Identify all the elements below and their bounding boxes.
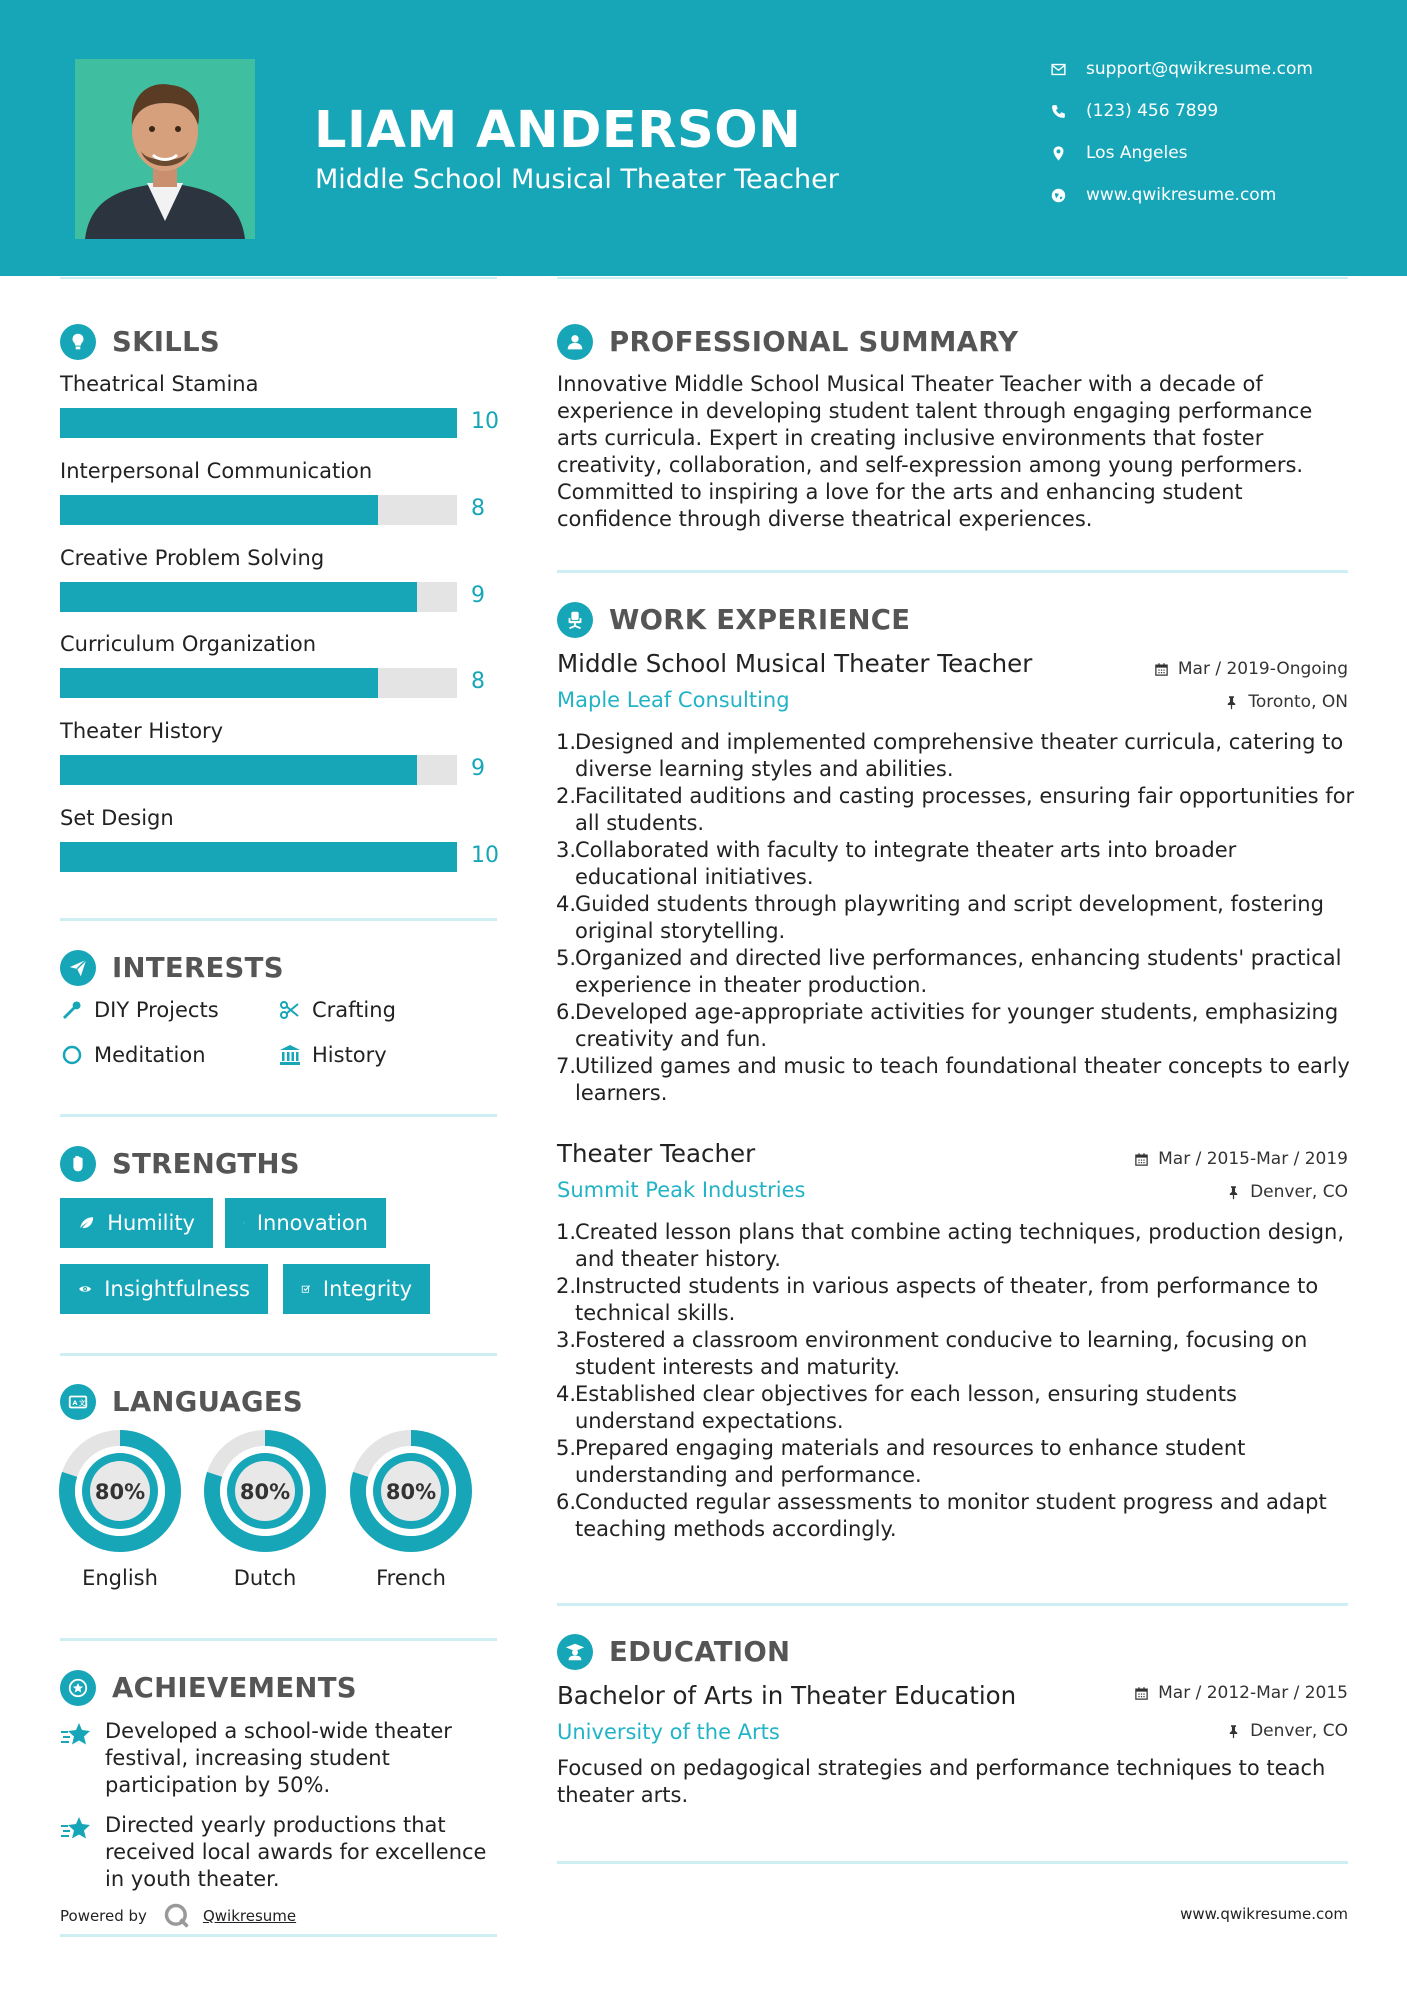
job-duties-list	[557, 729, 1357, 1107]
powered-by	[60, 1902, 296, 1930]
strength-label: Innovation	[256, 1211, 368, 1235]
languages-heading	[60, 1384, 303, 1420]
contact-website-text: www.qwikresume.com	[1086, 185, 1277, 205]
check-square-icon	[301, 1277, 311, 1301]
duty-item: Organized and directed live performances, enhancing students' practical experience in theater production.	[575, 946, 1342, 997]
contact-phone-text: (123) 456 7899	[1086, 101, 1219, 121]
experience-heading	[557, 602, 910, 638]
header-banner	[0, 0, 1407, 276]
duty-item: Created lesson plans that combine acting techniques, production design, and theater history.	[575, 1220, 1345, 1271]
languages-title: LANGUAGES	[112, 1386, 304, 1418]
interests-title: INTERESTS	[112, 952, 284, 984]
raised-fist-icon	[60, 1146, 96, 1182]
bank-icon	[278, 1043, 302, 1067]
language-percent: 80%	[94, 1480, 146, 1504]
person-portrait-icon	[75, 59, 255, 239]
duty-item: Developed age-appropriate activities for younger students, emphasizing creativity and fun.	[575, 1000, 1339, 1051]
qwikresume-link[interactable]: Qwikresume	[202, 1907, 297, 1925]
language-ring-chart	[350, 1430, 472, 1552]
job-location	[1224, 692, 1348, 712]
summary-title: PROFESSIONAL SUMMARY	[609, 326, 1019, 358]
summary-text: Innovative Middle School Musical Theater Teacher with a decade of experience in developing student talent through engaging performance arts curricula. Expert in creating inclusive environments that foster creativity, collaboration, and self-expression among young performers. Committed to inspiring a love for the arts and enhancing student confidence through diverse theatrical experiences.	[557, 372, 1313, 531]
skill-value: 8	[471, 496, 485, 521]
leaf-icon	[78, 1211, 95, 1235]
language-name: French	[376, 1566, 446, 1590]
office-chair-icon	[557, 602, 593, 638]
map-pin-icon	[1050, 145, 1067, 162]
contact-website[interactable]	[1050, 185, 1276, 205]
skill-bar-fill	[60, 668, 378, 698]
calendar-icon	[1134, 1152, 1149, 1167]
contact-location-text: Los Angeles	[1086, 143, 1188, 163]
job-dates	[1134, 1149, 1348, 1169]
skill-name: Theatrical Stamina	[60, 372, 259, 396]
pushpin-icon	[1224, 695, 1239, 710]
achievement-text: Directed yearly productions that received local awards for excellence in youth theater.	[105, 1813, 487, 1891]
strengths-title: STRENGTHS	[112, 1148, 300, 1180]
language-item	[204, 1430, 326, 1590]
contact-phone[interactable]	[1050, 101, 1218, 121]
header-underline-right	[557, 277, 1348, 279]
education-description: Focused on pedagogical strategies and performance techniques to teach theater arts.	[557, 1756, 1326, 1807]
candidate-name: LIAM ANDERSON	[314, 101, 802, 160]
education-location-text: Denver, CO	[1250, 1721, 1348, 1741]
skill-value: 9	[471, 583, 485, 608]
job-title: Theater Teacher	[557, 1139, 756, 1168]
achievements-title: ACHIEVEMENTS	[112, 1672, 357, 1704]
skill-value: 10	[471, 409, 499, 434]
contact-location	[1050, 143, 1188, 163]
job-title: Middle School Musical Theater Teacher	[557, 649, 1033, 678]
skill-bar-fill	[60, 408, 457, 438]
strength-chip	[60, 1198, 213, 1248]
skill-bar-fill	[60, 582, 417, 612]
achievement-item	[60, 1718, 500, 1799]
duty-item: Fostered a classroom environment conducive to learning, focusing on student interests and maturity.	[575, 1328, 1308, 1379]
section-divider	[557, 570, 1348, 573]
section-divider	[60, 1934, 497, 1937]
language-name: Dutch	[233, 1566, 297, 1590]
skill-name: Creative Problem Solving	[60, 546, 325, 570]
education-heading	[557, 1634, 790, 1670]
skill-bar	[60, 408, 457, 438]
skill-bar-fill	[60, 755, 417, 785]
interests-heading	[60, 950, 284, 986]
achievements-heading	[60, 1670, 357, 1706]
job-dates	[1154, 659, 1348, 679]
duty-item: Collaborated with faculty to integrate theater arts into broader educational initiatives.	[575, 838, 1237, 889]
duty-item: Facilitated auditions and casting processes, ensuring fair opportunities for all students.	[575, 784, 1355, 835]
calendar-icon	[1134, 1686, 1149, 1701]
skill-name: Set Design	[60, 806, 174, 830]
language-ring-chart	[204, 1430, 326, 1552]
section-divider	[557, 1603, 1348, 1606]
language-card-icon	[60, 1384, 96, 1420]
paper-plane-icon	[60, 950, 96, 986]
interest-label: History	[312, 1043, 387, 1067]
footer-website[interactable]: www.qwikresume.com	[1180, 1905, 1348, 1923]
qwikresume-logo-icon	[163, 1902, 191, 1930]
job-duties-list	[557, 1219, 1357, 1543]
education-title: EDUCATION	[609, 1636, 791, 1668]
contact-email-text: support@qwikresume.com	[1086, 59, 1313, 79]
strength-chip	[283, 1264, 430, 1314]
interest-item	[278, 1043, 387, 1067]
achievement-item	[60, 1812, 500, 1893]
svg-text:文: 文	[78, 1399, 86, 1408]
skill-name: Interpersonal Communication	[60, 459, 373, 483]
skill-value: 9	[471, 756, 485, 781]
circle-icon	[60, 1043, 84, 1067]
duty-item: Prepared engaging materials and resources to enhance student understanding and performance.	[575, 1436, 1246, 1487]
scissors-icon	[278, 998, 302, 1022]
strengths-heading	[60, 1146, 300, 1182]
interest-label: Meditation	[94, 1043, 206, 1067]
section-divider	[60, 918, 497, 921]
skill-bar	[60, 582, 457, 612]
duty-item: Instructed students in various aspects of theater, from performance to technical skills.	[575, 1274, 1319, 1325]
achievement-text: Developed a school-wide theater festival, increasing student participation by 50%.	[105, 1719, 452, 1797]
company-name: Maple Leaf Consulting	[557, 688, 790, 712]
language-percent: 80%	[239, 1480, 291, 1504]
header-underline-left	[60, 277, 497, 279]
duty-item: Designed and implemented comprehensive theater curricula, catering to diverse learning styles and abilities.	[575, 730, 1344, 781]
duty-item: Established clear objectives for each lesson, ensuring students understand expectations.	[575, 1382, 1237, 1433]
interest-item	[60, 1043, 206, 1067]
lightbulb-icon	[243, 1211, 245, 1235]
interest-item	[278, 998, 396, 1022]
job-location-text: Toronto, ON	[1248, 692, 1348, 712]
user-icon	[557, 324, 593, 360]
language-item	[59, 1430, 181, 1590]
strength-label: Integrity	[322, 1277, 412, 1301]
language-item	[350, 1430, 472, 1590]
skill-name: Theater History	[60, 719, 224, 743]
job-dates-text: Mar / 2015-Mar / 2019	[1158, 1149, 1348, 1169]
skill-value: 8	[471, 669, 485, 694]
skills-heading	[60, 324, 220, 360]
duty-item: Conducted regular assessments to monitor student progress and adapt teaching methods accordingly.	[575, 1490, 1327, 1541]
lightbulb-icon	[60, 324, 96, 360]
job-location-text: Denver, CO	[1250, 1182, 1348, 1202]
candidate-role: Middle School Musical Theater Teacher	[315, 164, 839, 195]
duty-item: Utilized games and music to teach foundational theater concepts to early learners.	[575, 1054, 1350, 1105]
skill-bar-fill	[60, 842, 457, 872]
section-divider	[60, 1114, 497, 1117]
shooting-star-icon	[60, 1720, 92, 1750]
language-ring-chart	[59, 1430, 181, 1552]
skill-bar	[60, 668, 457, 698]
education-dates	[1134, 1683, 1348, 1703]
interest-label: DIY Projects	[94, 998, 219, 1022]
skill-bar-fill	[60, 495, 378, 525]
language-name: English	[82, 1566, 158, 1590]
interest-label: Crafting	[312, 998, 396, 1022]
skills-title: SKILLS	[112, 326, 220, 358]
profile-photo	[75, 59, 255, 239]
school-name: University of the Arts	[557, 1720, 780, 1744]
skill-bar	[60, 842, 457, 872]
globe-icon	[1050, 187, 1067, 204]
section-divider	[557, 1861, 1348, 1864]
phone-icon	[1050, 103, 1067, 120]
pushpin-icon	[1226, 1185, 1241, 1200]
svg-text:A: A	[72, 1399, 78, 1408]
envelope-icon	[1050, 61, 1067, 78]
skill-bar	[60, 755, 457, 785]
powered-by-label: Powered by	[60, 1907, 147, 1925]
pushpin-icon	[1226, 1724, 1241, 1739]
strength-label: Insightfulness	[104, 1277, 250, 1301]
shooting-star-icon	[60, 1814, 92, 1844]
job-dates-text: Mar / 2019-Ongoing	[1177, 659, 1348, 679]
summary-heading	[557, 324, 1018, 360]
wrench-icon	[60, 998, 84, 1022]
skill-value: 10	[471, 843, 499, 868]
graduate-icon	[557, 1634, 593, 1670]
calendar-icon	[1154, 662, 1169, 677]
strength-chip	[60, 1264, 268, 1314]
duty-item: Guided students through playwriting and script development, fostering original storytelling.	[575, 892, 1324, 943]
experience-title: WORK EXPERIENCE	[609, 604, 911, 636]
skill-bar	[60, 495, 457, 525]
star-badge-icon	[60, 1670, 96, 1706]
interest-item	[60, 998, 219, 1022]
skill-name: Curriculum Organization	[60, 632, 317, 656]
strength-label: Humility	[107, 1211, 195, 1235]
degree-title: Bachelor of Arts in Theater Education	[557, 1681, 1017, 1710]
language-percent: 80%	[385, 1480, 437, 1504]
company-name: Summit Peak Industries	[557, 1178, 806, 1202]
job-location	[1226, 1182, 1348, 1202]
education-location	[1226, 1721, 1348, 1741]
education-dates-text: Mar / 2012-Mar / 2015	[1158, 1683, 1348, 1703]
section-divider	[60, 1353, 497, 1356]
contact-email[interactable]	[1050, 59, 1313, 79]
strength-chip	[225, 1198, 386, 1248]
eye-icon	[78, 1277, 92, 1301]
section-divider	[60, 1638, 497, 1641]
